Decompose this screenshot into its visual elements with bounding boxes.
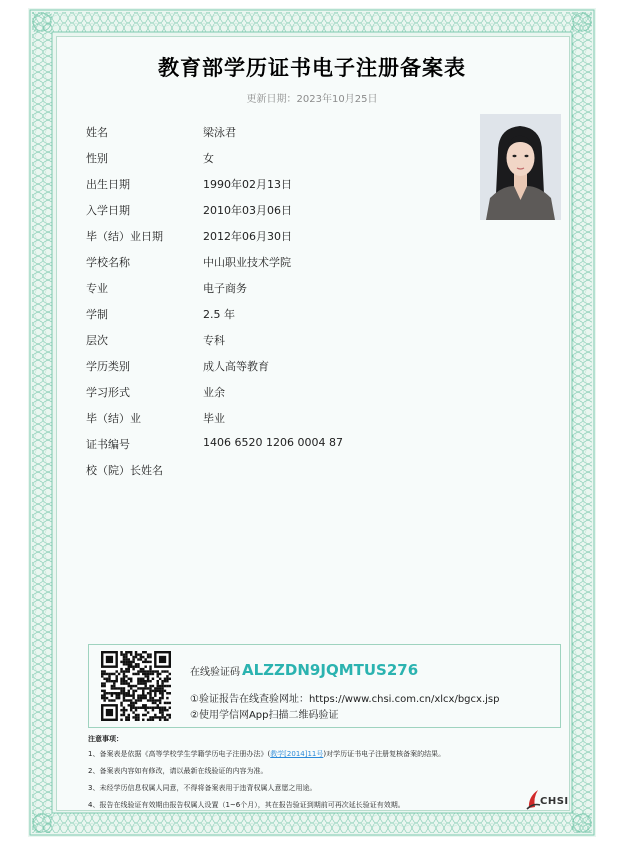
notes-section [88,734,548,817]
note-item-3: 3、未经学历信息权属人同意，不得将备案表用于违背权属人意愿之用途。 [88,784,317,792]
field-value: 毕业 [203,412,225,425]
note-item-1 [88,749,548,759]
field-value: 梁泳君 [203,126,236,139]
field-value: 专科 [203,334,225,347]
field-label: 校（院）长姓名 [86,464,163,477]
field-label: 证书编号 [86,438,130,451]
field-label: 出生日期 [86,178,130,191]
verification-code-label: 在线验证码 [190,667,240,678]
field-label: 性别 [86,152,108,165]
qr-code[interactable] [101,651,171,721]
field-value: 成人高等教育 [203,360,269,373]
note-item-2: 2、备案表内容如有修改，请以最新在线验证的内容为准。 [88,767,268,775]
field-value: 2012年06月30日 [203,230,292,243]
field-label: 专业 [86,282,108,295]
verification-code-line [190,661,418,679]
field-label: 毕（结）业日期 [86,230,163,243]
chsi-logo [526,787,576,811]
page-title: 教育部学历证书电子注册备案表 [158,56,466,80]
field-value: 2.5 年 [203,308,235,321]
note-item-4: 4、报告在线验证有效期由报告权属人设置（1~6个月），其在报告验证到期前可再次延长验证有效期。 [88,801,405,809]
field-label: 学习形式 [86,386,130,399]
certificate-sheet [28,8,596,837]
field-value: 业余 [203,386,225,399]
field-value: 电子商务 [203,282,247,295]
field-value: 女 [203,152,214,165]
verify-app-line: ②使用学信网App扫描二维码验证 [190,710,339,721]
field-label: 学校名称 [86,256,130,269]
regulation-link[interactable]: 教学[2014]11号 [270,750,324,758]
update-date: 更新日期：2023年10月25日 [246,94,378,105]
field-value: 1990年02月13日 [203,178,292,191]
verify-url-line: ①验证报告在线查验网址：https://www.chsi.com.cn/xlcx/bgcx.jsp [190,694,500,705]
chsi-logo-text: CHSI [540,796,569,807]
student-photo [480,114,561,220]
verification-panel [88,644,561,728]
notes-title: 注意事项： [88,735,123,743]
field-value: 2010年03月06日 [203,204,292,217]
field-label: 学制 [86,308,108,321]
note-text: 1、备案表是依据《高等学校学生学籍学历电子注册办法》( [88,750,271,758]
field-label: 学历类别 [86,360,130,373]
field-value: 中山职业技术学院 [203,256,291,269]
verification-code: ALZZDN9JQMTUS276 [242,661,419,679]
field-label: 入学日期 [86,204,130,217]
field-value: 1406 6520 1206 0004 87 [203,436,343,449]
field-label: 毕（结）业 [86,412,141,425]
field-label: 层次 [86,334,108,347]
note-text: )对学历证书电子注册复核备案的结果。 [323,750,446,758]
field-label: 姓名 [86,126,108,139]
